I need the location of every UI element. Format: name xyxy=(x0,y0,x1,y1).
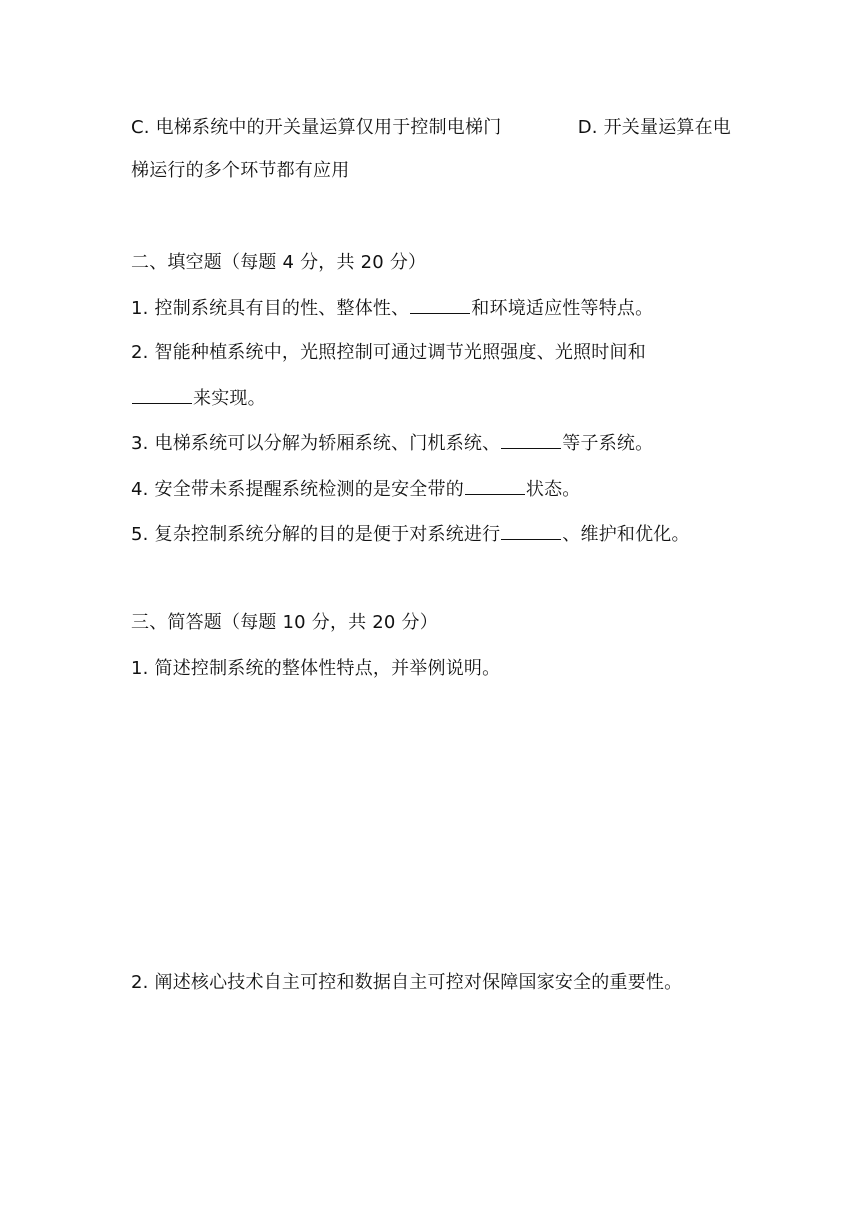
fill-q3-text-before: 3. 电梯系统可以分解为轿厢系统、门机系统、 xyxy=(131,433,501,454)
fill-q2-text: 2. 智能种植系统中，光照控制可通过调节光照强度、光照时间和 xyxy=(131,342,646,363)
fill-question-2-line2 xyxy=(131,385,266,412)
fill-q1-text-before: 1. 控制系统具有目的性、整体性、 xyxy=(131,298,410,319)
fill-q2-text-after: 来实现。 xyxy=(193,388,266,409)
fill-question-2-line1 xyxy=(131,340,731,366)
fill-q3-text-after: 等子系统。 xyxy=(562,433,654,454)
fill-q5-text-before: 5. 复杂控制系统分解的目的是便于对系统进行 xyxy=(131,524,501,545)
fill-question-3 xyxy=(131,430,653,457)
fill-q4-text-after: 状态。 xyxy=(525,479,581,500)
short-section-heading: 三、简答题（每题 10 分，共 20 分） xyxy=(131,612,438,633)
short-question-2: 2. 阐述核心技术自主可控和数据自主可控对保障国家安全的重要性。 xyxy=(131,972,683,993)
fill-q3-blank[interactable] xyxy=(501,430,561,449)
fill-question-5 xyxy=(131,521,690,548)
fill-q4-blank[interactable] xyxy=(465,476,525,495)
fill-q5-text-after: 、维护和优化。 xyxy=(562,524,690,545)
fill-q4-text-before: 4. 安全带未系提醒系统检测的是安全带的 xyxy=(131,479,464,500)
fill-section-heading: 二、填空题（每题 4 分，共 20 分） xyxy=(131,252,427,273)
fill-question-4 xyxy=(131,476,581,503)
fill-question-1 xyxy=(131,295,653,322)
fill-q2-blank[interactable] xyxy=(132,385,192,404)
short-question-1: 1. 简述控制系统的整体性特点，并举例说明。 xyxy=(131,658,501,679)
fill-q1-text-after: 和环境适应性等特点。 xyxy=(471,298,654,319)
fill-q1-blank[interactable] xyxy=(410,295,470,314)
mc-options-line xyxy=(131,115,731,141)
fill-q5-blank[interactable] xyxy=(501,521,561,540)
mc-option-d-continued: 梯运行的多个环节都有应用 xyxy=(131,160,350,181)
mc-option-c: C. 电梯系统中的开关量运算仅用于控制电梯门 xyxy=(131,117,502,138)
mc-option-d-start: D. 开关量运算在电 xyxy=(577,117,731,138)
